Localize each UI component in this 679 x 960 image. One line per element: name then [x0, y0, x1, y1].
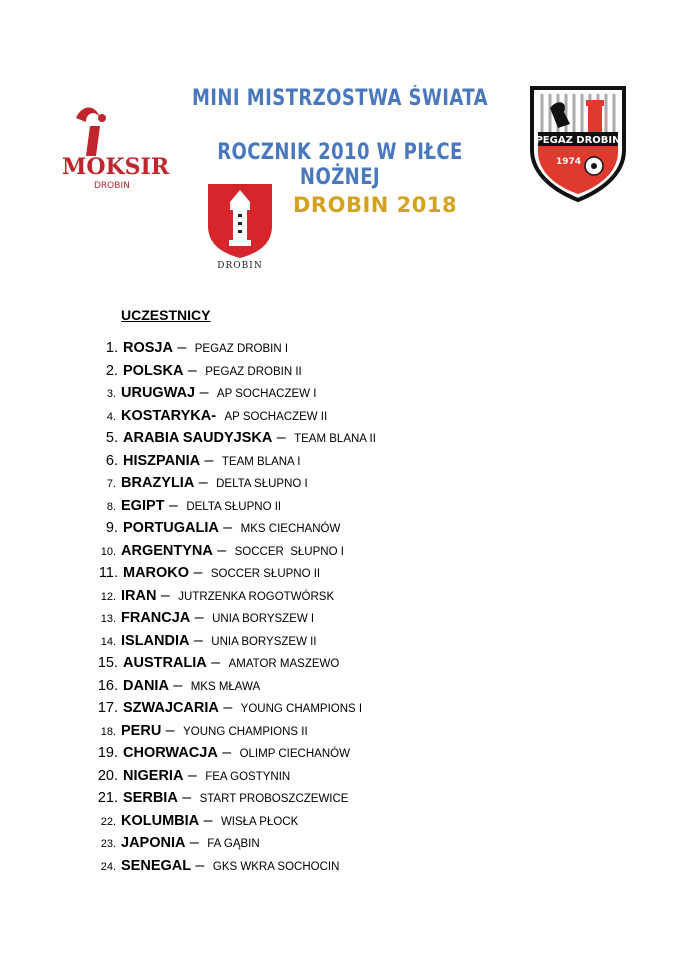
- list-item: [0, 632, 317, 654]
- list-item-country: SERBIA: [123, 790, 178, 806]
- list-item: [0, 519, 340, 541]
- list-item-number: 3.: [106, 388, 116, 400]
- list-item-separator: –: [185, 834, 204, 851]
- svg-text:DROBIN: DROBIN: [94, 181, 130, 191]
- list-item-country: ROSJA: [123, 340, 173, 356]
- list-item-separator: –: [212, 541, 231, 559]
- list-item-separator: –: [189, 631, 208, 649]
- list-item-team: PEGAZ DROBIN I: [194, 343, 289, 355]
- list-item-separator: –: [191, 856, 209, 874]
- list-item-separator: –: [164, 496, 183, 514]
- list-item-country: KOSTARYKA-: [121, 407, 217, 424]
- list-item-separator: –: [218, 519, 237, 536]
- list-item: [0, 722, 308, 744]
- list-item: [0, 497, 281, 519]
- list-item: [0, 857, 339, 879]
- list-item-team: AP SOCHACZEW II: [224, 410, 328, 423]
- list-item: [0, 744, 350, 766]
- list-item-number: 10.: [100, 545, 116, 558]
- svg-text:DROBIN: DROBIN: [217, 261, 263, 271]
- list-item-team: AP SOCHACZEW I: [216, 388, 317, 400]
- list-item-number: 21.: [97, 790, 118, 806]
- list-item: [0, 542, 344, 564]
- list-item-team: PEGAZ DROBIN II: [205, 365, 302, 378]
- event-name: DROBIN 2018: [293, 193, 458, 217]
- list-item: [0, 564, 320, 586]
- list-item-separator: –: [172, 339, 191, 356]
- list-item: [0, 767, 290, 789]
- list-item-team: FA GĄBIN: [207, 838, 260, 850]
- list-item-country: ISLANDIA: [121, 632, 190, 649]
- list-item-team: SOCCER SŁUPNO I: [234, 545, 344, 558]
- list-item-number: 20.: [97, 767, 118, 784]
- list-item-team: START PROBOSZCZEWICE: [199, 793, 349, 805]
- list-item-team: FEA GOSTYNIN: [205, 770, 291, 783]
- list-item: [0, 452, 300, 474]
- list-item-country: NIGERIA: [123, 767, 184, 784]
- list-item-number: 9.: [105, 520, 118, 536]
- moksir-logo: [56, 96, 170, 192]
- list-item-country: JAPONIA: [121, 835, 186, 851]
- title-line-2: ROCZNIK 2010 W PIŁCE NOŻNEJ: [217, 140, 463, 190]
- list-item-country: BRAZYLIA: [121, 475, 195, 491]
- list-item-team: OLIMP CIECHANÓW: [239, 748, 350, 760]
- list-item-country: SZWAJCARIA: [123, 700, 219, 716]
- list-item: [0, 677, 260, 699]
- list-item-separator: –: [217, 744, 236, 761]
- list-item-team: WISŁA PŁOCK: [220, 815, 299, 828]
- list-item-separator: –: [190, 609, 209, 626]
- list-item-separator: –: [183, 766, 202, 784]
- list-item-separator: –: [206, 654, 225, 671]
- list-item-number: 19.: [97, 745, 118, 761]
- list-item: [0, 339, 288, 361]
- list-item-number: 22.: [100, 815, 116, 828]
- list-item: [0, 654, 339, 676]
- list-item-number: 11.: [98, 565, 118, 581]
- list-item-team: YOUNG CHAMPIONS I: [240, 703, 363, 715]
- svg-text:1974: 1974: [556, 157, 582, 167]
- list-item-separator: –: [218, 699, 237, 716]
- list-item-separator: –: [199, 811, 217, 829]
- list-item-number: 1.: [105, 340, 118, 356]
- list-item: [0, 407, 327, 429]
- list-item-country: AUSTRALIA: [123, 655, 207, 671]
- list-item-country: PERU: [121, 722, 162, 739]
- list-item-country: URUGWAJ: [121, 385, 196, 401]
- list-item-number: 18.: [100, 725, 116, 738]
- list-item: [0, 587, 334, 609]
- list-item-number: 6.: [105, 452, 118, 469]
- list-item-team: UNIA BORYSZEW II: [211, 635, 317, 648]
- list-item: [0, 384, 316, 406]
- participants-heading: UCZESTNICY: [121, 307, 211, 323]
- list-item-team: YOUNG CHAMPIONS II: [183, 725, 308, 738]
- list-item-country: PORTUGALIA: [123, 520, 219, 536]
- svg-text:PEGAZ DROBIN: PEGAZ DROBIN: [535, 135, 621, 146]
- list-item-team: MKS CIECHANÓW: [240, 523, 341, 535]
- list-item-number: 8.: [106, 500, 116, 513]
- list-item: [0, 812, 298, 834]
- list-item: [0, 834, 260, 856]
- list-item-team: DELTA SŁUPNO II: [186, 500, 282, 513]
- list-item-separator: –: [183, 361, 202, 379]
- list-item-number: 2.: [105, 362, 118, 379]
- svg-text:MOKSIR: MOKSIR: [62, 154, 170, 180]
- list-item-country: CHORWACJA: [123, 745, 218, 761]
- list-item-number: 23.: [100, 838, 116, 850]
- list-item-number: 12.: [100, 590, 116, 603]
- list-item-number: 4.: [106, 410, 116, 423]
- list-item-country: KOLUMBIA: [121, 812, 200, 829]
- list-item-team: DELTA SŁUPNO I: [216, 478, 308, 490]
- list-item-number: 24.: [100, 860, 116, 873]
- list-item-country: SENEGAL: [121, 857, 192, 874]
- list-item-number: 15.: [97, 655, 118, 671]
- list-item-country: ARABIA SAUDYJSKA: [123, 430, 273, 446]
- list-item: [0, 609, 314, 631]
- list-item: [0, 699, 362, 721]
- list-item-country: FRANCJA: [121, 610, 191, 626]
- list-item-number: 17.: [97, 700, 118, 716]
- list-item-number: 5.: [105, 430, 118, 446]
- list-item-country: POLSKA: [123, 362, 184, 379]
- title-line-1: MINI MISTRZOSTWA ŚWIATA: [191, 86, 489, 111]
- list-item-team: SOCCER SŁUPNO II: [210, 568, 321, 580]
- list-item-country: EGIPT: [121, 497, 165, 514]
- list-item-team: GKS WKRA SOCHOCIN: [212, 860, 340, 873]
- pegaz-drobin-crest: [528, 84, 628, 202]
- list-item: [0, 789, 348, 811]
- list-item-separator: –: [156, 586, 175, 604]
- list-item-country: DANIA: [123, 677, 169, 694]
- list-item-country: ARGENTYNA: [121, 542, 213, 559]
- list-item-separator: –: [200, 451, 218, 469]
- list-item-number: 16.: [97, 677, 118, 694]
- list-item-number: 13.: [100, 613, 116, 625]
- list-item-team: AMATOR MASZEWO: [228, 658, 340, 670]
- list-item-team: TEAM BLANA II: [294, 433, 376, 445]
- list-item-separator: –: [177, 789, 196, 806]
- list-item-separator: –: [189, 564, 207, 581]
- list-item-number: 7.: [106, 478, 116, 490]
- drobin-coat-of-arms: [205, 182, 275, 270]
- list-item-separator: –: [194, 474, 213, 491]
- list-item-number: 14.: [100, 635, 116, 648]
- list-item-country: IRAN: [121, 587, 157, 604]
- list-item-separator: –: [195, 384, 213, 401]
- list-item-team: JUTRZENKA ROGOTWÓRSK: [178, 590, 335, 603]
- list-item-team: MKS MŁAWA: [190, 680, 261, 693]
- list-item: [0, 429, 376, 451]
- list-item-country: HISZPANIA: [123, 452, 201, 469]
- list-item-team: UNIA BORYSZEW I: [212, 613, 315, 625]
- list-item-separator: –: [272, 429, 291, 446]
- list-item-team: TEAM BLANA I: [221, 455, 301, 468]
- list-item-separator: –: [161, 721, 180, 739]
- list-item-separator: –: [168, 676, 187, 694]
- list-item-country: MAROKO: [123, 565, 190, 581]
- list-item: [0, 362, 302, 384]
- list-item-separator: [216, 407, 220, 425]
- list-item: [0, 474, 308, 496]
